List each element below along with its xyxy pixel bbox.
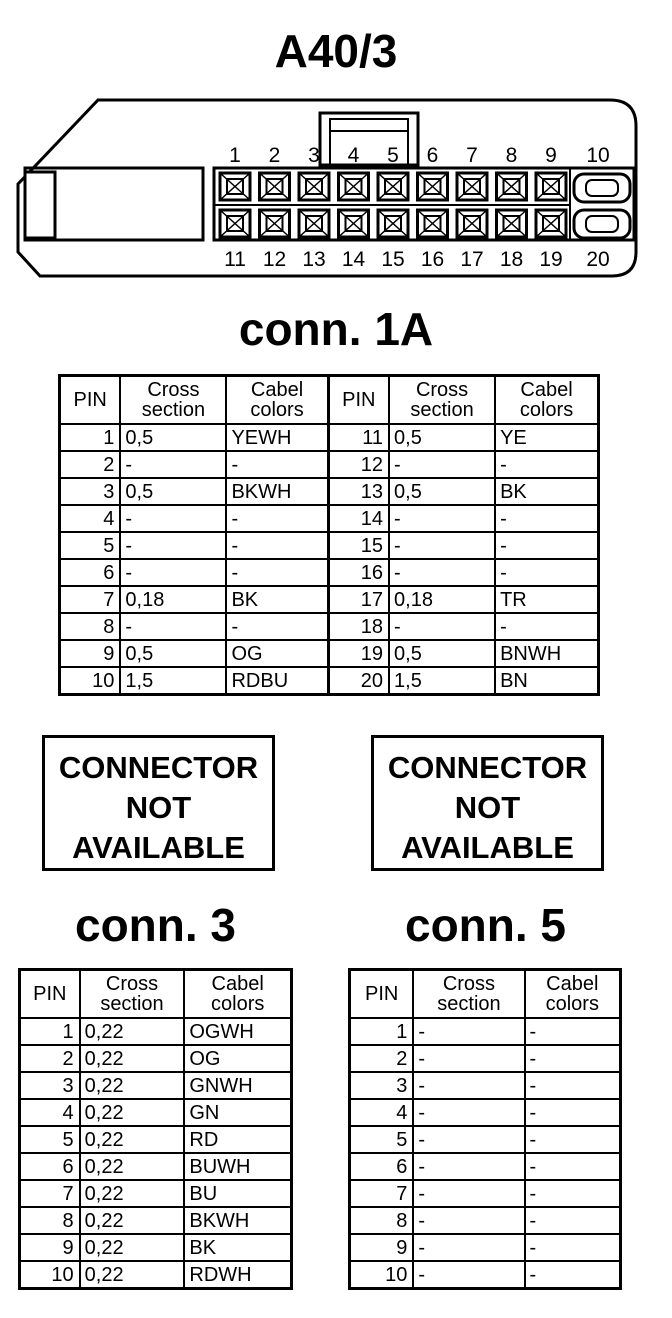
cable-color-cell: RD — [184, 1126, 291, 1153]
cross-section-cell: 0,22 — [80, 1045, 185, 1072]
pin-cell: 12 — [328, 451, 389, 478]
pin-cell: 18 — [328, 613, 389, 640]
table-row — [350, 1018, 621, 1045]
cross-section-header: Cross section — [413, 970, 524, 1019]
pin-cell: 15 — [328, 532, 389, 559]
cross-section-cell: 0,5 — [120, 640, 226, 667]
cable-color-cell: - — [495, 505, 598, 532]
cross-section-cell: 0,5 — [389, 478, 495, 505]
pin-socket — [299, 210, 329, 237]
table-row — [350, 1234, 621, 1261]
pin-cell: 9 — [60, 640, 121, 667]
cable-color-cell: BN — [495, 667, 598, 695]
pin-socket — [418, 210, 448, 237]
table-row — [350, 1153, 621, 1180]
cable-color-cell: - — [226, 451, 328, 478]
cable-color-cell: - — [525, 1261, 621, 1289]
pin-socket — [497, 173, 527, 200]
pin-number-label: 11 — [224, 248, 246, 271]
cross-section-cell: 0,5 — [389, 424, 495, 451]
pin-cell: 8 — [350, 1207, 414, 1234]
pin-socket — [260, 210, 290, 237]
pin-cell: 7 — [60, 586, 121, 613]
conn3-pin-table — [18, 968, 293, 1290]
connector-not-available-box: CONNECTOR NOT AVAILABLE — [371, 735, 604, 871]
pin-header: PIN — [350, 970, 414, 1019]
cable-color-cell: BU — [184, 1180, 291, 1207]
table-row — [20, 1126, 292, 1153]
pin-cell: 20 — [328, 667, 389, 695]
pin-socket — [457, 173, 487, 200]
pin-cell: 10 — [20, 1261, 80, 1289]
table-row — [350, 1099, 621, 1126]
pin-cell: 10 — [60, 667, 121, 695]
pin-cell: 16 — [328, 559, 389, 586]
pin-cell: 9 — [20, 1234, 80, 1261]
pin-socket — [220, 173, 250, 200]
conn3-title: conn. 3 — [74, 899, 237, 951]
cross-section-cell: 0,22 — [80, 1261, 185, 1289]
cable-color-cell: - — [525, 1126, 621, 1153]
cross-section-cell: - — [413, 1072, 524, 1099]
table-row — [60, 451, 599, 478]
pin-number-label: 13 — [302, 248, 326, 271]
cable-color-cell: - — [525, 1234, 621, 1261]
pin-number-label: 5 — [387, 144, 399, 167]
table-row — [350, 1207, 621, 1234]
table-row — [60, 532, 599, 559]
pin-socket — [457, 210, 487, 237]
cross-section-cell: - — [413, 1018, 524, 1045]
pin-number-label: 12 — [262, 248, 287, 271]
cable-color-cell: - — [525, 1045, 621, 1072]
cable-color-cell: BNWH — [495, 640, 598, 667]
cross-section-cell: 0,22 — [80, 1234, 185, 1261]
table-row — [20, 1261, 292, 1289]
cross-section-cell: 0,5 — [389, 640, 495, 667]
pin-cell: 8 — [60, 613, 121, 640]
cable-colors-header: Cabel colors — [525, 970, 621, 1019]
pin-number-label: 9 — [545, 144, 557, 167]
cross-section-header: Cross section — [389, 376, 495, 425]
cable-color-cell: - — [495, 532, 598, 559]
pin-socket — [378, 210, 408, 237]
cable-color-cell: RDBU — [226, 667, 328, 695]
pin-socket — [378, 173, 408, 200]
table-header-row — [350, 970, 621, 1019]
table-row — [60, 478, 599, 505]
cross-section-cell: - — [413, 1261, 524, 1289]
pin-number-label: 15 — [381, 248, 405, 271]
cable-color-cell: BK — [184, 1234, 291, 1261]
conn1-title: conn. 1A — [238, 303, 434, 355]
cable-color-cell: - — [226, 505, 328, 532]
cable-color-cell: - — [495, 559, 598, 586]
cross-section-cell: 0,22 — [80, 1018, 185, 1045]
cross-section-cell: - — [413, 1153, 524, 1180]
pin-cell: 2 — [60, 451, 121, 478]
cross-section-cell: - — [413, 1207, 524, 1234]
connector-diagram — [0, 90, 672, 290]
cross-section-cell: 1,5 — [389, 667, 495, 695]
pin-number-label: 18 — [499, 248, 524, 271]
pin-number-label: 6 — [426, 144, 439, 167]
cross-section-cell: 0,18 — [389, 586, 495, 613]
pin-socket — [536, 173, 566, 200]
pin-socket — [299, 173, 329, 200]
pin-cell: 4 — [350, 1099, 414, 1126]
cross-section-cell: - — [389, 505, 495, 532]
pin-cell: 5 — [350, 1126, 414, 1153]
cross-section-cell: - — [389, 613, 495, 640]
cable-color-cell: - — [495, 613, 598, 640]
cross-section-cell: - — [120, 505, 226, 532]
cable-color-cell: BKWH — [184, 1207, 291, 1234]
pin-cell: 9 — [350, 1234, 414, 1261]
table-header-row — [20, 970, 292, 1019]
cable-color-cell: - — [525, 1153, 621, 1180]
cable-color-cell: - — [226, 532, 328, 559]
pin-cell: 3 — [350, 1072, 414, 1099]
cross-section-cell: - — [120, 559, 226, 586]
pin-cell: 6 — [350, 1153, 414, 1180]
cable-color-cell: YEWH — [226, 424, 328, 451]
cable-color-cell: GN — [184, 1099, 291, 1126]
cross-section-cell: 0,22 — [80, 1180, 185, 1207]
pin-cell: 2 — [350, 1045, 414, 1072]
cross-section-cell: - — [413, 1045, 524, 1072]
cross-section-cell: - — [120, 613, 226, 640]
pin-cell: 8 — [20, 1207, 80, 1234]
cross-section-cell: 0,22 — [80, 1126, 185, 1153]
pin-cell: 1 — [60, 424, 121, 451]
table-row — [20, 1180, 292, 1207]
table-row — [60, 640, 599, 667]
cable-color-cell: - — [525, 1099, 621, 1126]
cross-section-cell: - — [120, 532, 226, 559]
table-row — [60, 613, 599, 640]
table-row — [350, 1072, 621, 1099]
pin-cell: 10 — [350, 1261, 414, 1289]
pin-cell: 17 — [328, 586, 389, 613]
cable-color-cell: - — [525, 1180, 621, 1207]
pin-socket — [339, 210, 369, 237]
pin-header: PIN — [328, 376, 389, 425]
cable-color-cell: GNWH — [184, 1072, 291, 1099]
cross-section-header: Cross section — [80, 970, 185, 1019]
pin-cell: 14 — [328, 505, 389, 532]
pin-number-label: 10 — [586, 144, 610, 167]
cable-color-cell: - — [525, 1207, 621, 1234]
table-row — [60, 424, 599, 451]
pin-cell: 2 — [20, 1045, 80, 1072]
pin-number-label: 1 — [229, 144, 241, 167]
cable-color-cell: TR — [495, 586, 598, 613]
cross-section-cell: 0,5 — [120, 478, 226, 505]
pin-cell: 6 — [60, 559, 121, 586]
pin-socket — [497, 210, 527, 237]
pin-cell: 11 — [328, 424, 389, 451]
cable-colors-header: Cabel colors — [226, 376, 328, 425]
pin-cell: 4 — [60, 505, 121, 532]
conn5-title: conn. 5 — [404, 899, 567, 951]
pin-number-label: 19 — [539, 248, 563, 271]
pin-cell: 19 — [328, 640, 389, 667]
table-row — [60, 559, 599, 586]
page-title: A40/3 — [274, 25, 398, 77]
cable-color-cell: - — [226, 559, 328, 586]
cable-color-cell: BKWH — [226, 478, 328, 505]
table-row — [20, 1018, 292, 1045]
cross-section-cell: 0,22 — [80, 1153, 185, 1180]
table-row — [20, 1153, 292, 1180]
cable-color-cell: OG — [184, 1045, 291, 1072]
pin-socket — [418, 173, 448, 200]
pin-cell: 13 — [328, 478, 389, 505]
pin-number-label: 20 — [586, 248, 610, 271]
cross-section-cell: 0,22 — [80, 1099, 185, 1126]
cross-section-cell: 0,22 — [80, 1072, 185, 1099]
table-row — [350, 1126, 621, 1153]
pin-number-label: 2 — [268, 144, 281, 167]
table-row — [60, 586, 599, 613]
pin-socket — [536, 210, 566, 237]
pin-cell: 7 — [350, 1180, 414, 1207]
conn1-pin-table — [58, 374, 600, 696]
pin-number-label: 3 — [308, 144, 320, 167]
table-row — [350, 1045, 621, 1072]
cable-colors-header: Cabel colors — [495, 376, 598, 425]
table-row — [350, 1261, 621, 1289]
cross-section-cell: - — [413, 1099, 524, 1126]
pin-cell: 5 — [20, 1126, 80, 1153]
table-header-row — [60, 376, 599, 425]
table-row — [20, 1045, 292, 1072]
pin-cell: 1 — [20, 1018, 80, 1045]
cross-section-cell: 1,5 — [120, 667, 226, 695]
cross-section-cell: - — [389, 532, 495, 559]
pin-header: PIN — [20, 970, 80, 1019]
table-row — [20, 1207, 292, 1234]
cross-section-cell: - — [413, 1126, 524, 1153]
conn5-pin-table — [348, 968, 622, 1290]
cable-color-cell: - — [495, 451, 598, 478]
pin-cell: 6 — [20, 1153, 80, 1180]
cable-color-cell: - — [525, 1018, 621, 1045]
pin-cell: 3 — [60, 478, 121, 505]
table-row — [60, 667, 599, 695]
cross-section-cell: - — [413, 1180, 524, 1207]
cross-section-cell: - — [389, 451, 495, 478]
pin-number-label: 16 — [420, 248, 445, 271]
cross-section-cell: - — [120, 451, 226, 478]
cross-section-cell: 0,18 — [120, 586, 226, 613]
pin-socket — [339, 173, 369, 200]
pin-header: PIN — [60, 376, 121, 425]
pin-cell: 7 — [20, 1180, 80, 1207]
pin-socket — [220, 210, 250, 237]
pin-cell: 3 — [20, 1072, 80, 1099]
pin-number-label: 4 — [347, 144, 360, 167]
cross-section-cell: 0,5 — [120, 424, 226, 451]
cable-color-cell: OGWH — [184, 1018, 291, 1045]
pin-socket — [260, 173, 290, 200]
cable-color-cell: - — [525, 1072, 621, 1099]
cable-colors-header: Cabel colors — [184, 970, 291, 1019]
pin-number-label: 8 — [505, 144, 518, 167]
connector-not-available-box: CONNECTOR NOT AVAILABLE — [42, 735, 275, 871]
pin-number-label: 7 — [466, 144, 478, 167]
cable-color-cell: BK — [226, 586, 328, 613]
pin-number-label: 17 — [460, 248, 484, 271]
table-row — [350, 1180, 621, 1207]
cross-section-header: Cross section — [120, 376, 226, 425]
cable-color-cell: BUWH — [184, 1153, 291, 1180]
pin-number-label: 14 — [341, 248, 366, 271]
table-row — [20, 1234, 292, 1261]
pin-cell: 1 — [350, 1018, 414, 1045]
cross-section-cell: 0,22 — [80, 1207, 185, 1234]
table-row — [20, 1072, 292, 1099]
pin-cell: 4 — [20, 1099, 80, 1126]
cable-color-cell: OG — [226, 640, 328, 667]
cable-color-cell: BK — [495, 478, 598, 505]
cross-section-cell: - — [389, 559, 495, 586]
pin-cell: 5 — [60, 532, 121, 559]
table-row — [60, 505, 599, 532]
cable-color-cell: RDWH — [184, 1261, 291, 1289]
cable-color-cell: - — [226, 613, 328, 640]
cable-color-cell: YE — [495, 424, 598, 451]
table-row — [20, 1099, 292, 1126]
cross-section-cell: - — [413, 1234, 524, 1261]
